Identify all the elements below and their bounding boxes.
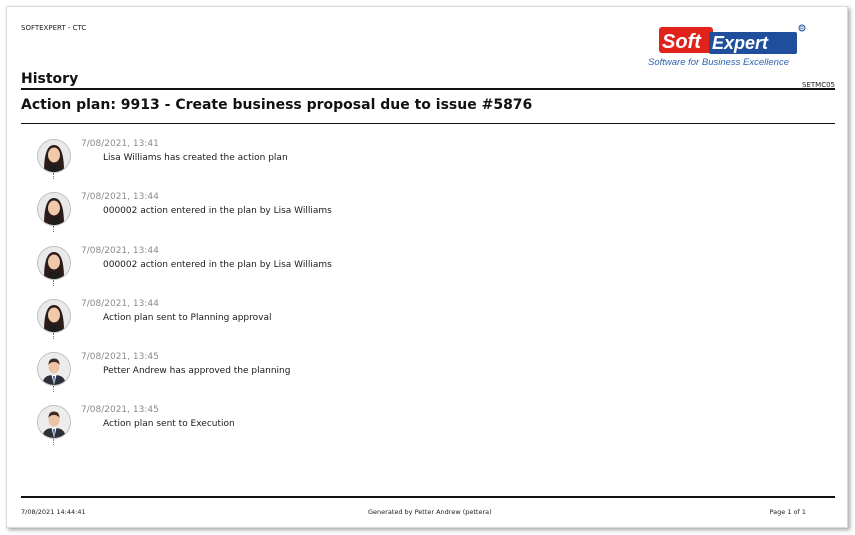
entry-description: Action plan sent to Planning approval (103, 312, 272, 323)
history-entry (35, 190, 795, 243)
history-entry (35, 403, 795, 456)
footer-divider (21, 496, 835, 498)
entry-description: 000002 action entered in the plan by Lisa Williams (103, 259, 332, 270)
entry-timestamp: 7/08/2021, 13:45 (81, 405, 159, 416)
history-entry (35, 350, 795, 403)
entry-description: Petter Andrew has approved the planning (103, 366, 291, 377)
entry-description: Action plan sent to Execution (103, 419, 235, 430)
entry-timestamp: 7/08/2021, 13:44 (81, 298, 159, 309)
svg-text:R: R (800, 26, 804, 32)
svg-text:Expert: Expert (712, 33, 769, 53)
entry-timestamp: 7/08/2021, 13:44 (81, 245, 159, 256)
timeline-connector (53, 173, 54, 179)
plan-title: Action plan: 9913 - Create business proposal due to issue #5876 (21, 97, 533, 113)
female-avatar-icon (37, 246, 71, 280)
female-avatar-icon (37, 139, 71, 173)
female-avatar-icon (37, 192, 71, 226)
history-entry (35, 137, 795, 190)
female-avatar-icon (37, 299, 71, 333)
report-code: SETMC05 (802, 81, 835, 89)
report-page (6, 6, 848, 528)
history-entry (35, 244, 795, 297)
male-avatar-icon (37, 405, 71, 439)
header-divider (21, 88, 835, 90)
history-timeline (35, 137, 795, 457)
entry-description: 000002 action entered in the plan by Lisa Williams (103, 206, 332, 217)
footer-generated-by: Generated by Petter Andrew (pettera) (368, 508, 492, 516)
entry-description: Lisa Williams has created the action plan (103, 153, 288, 163)
svg-text:Soft: Soft (662, 31, 701, 53)
history-entry (35, 297, 795, 350)
report-title: History (21, 71, 79, 87)
timeline-connector (53, 439, 54, 445)
timeline-connector (53, 386, 54, 392)
logo-tagline: Software for Business Excellence (648, 57, 789, 68)
entry-timestamp: 7/08/2021, 13:41 (81, 139, 159, 149)
entry-timestamp: 7/08/2021, 13:44 (81, 192, 159, 203)
timeline-connector (53, 226, 54, 232)
timeline-connector (53, 333, 54, 339)
footer-datetime: 7/08/2021 14:44:41 (21, 508, 86, 516)
company-name: SOFTEXPERT - CTC (21, 24, 87, 32)
male-avatar-icon (37, 352, 71, 386)
footer-page-number: Page 1 of 1 (769, 508, 806, 516)
timeline-connector (53, 280, 54, 286)
entry-timestamp: 7/08/2021, 13:45 (81, 352, 159, 363)
title-divider (21, 123, 835, 124)
